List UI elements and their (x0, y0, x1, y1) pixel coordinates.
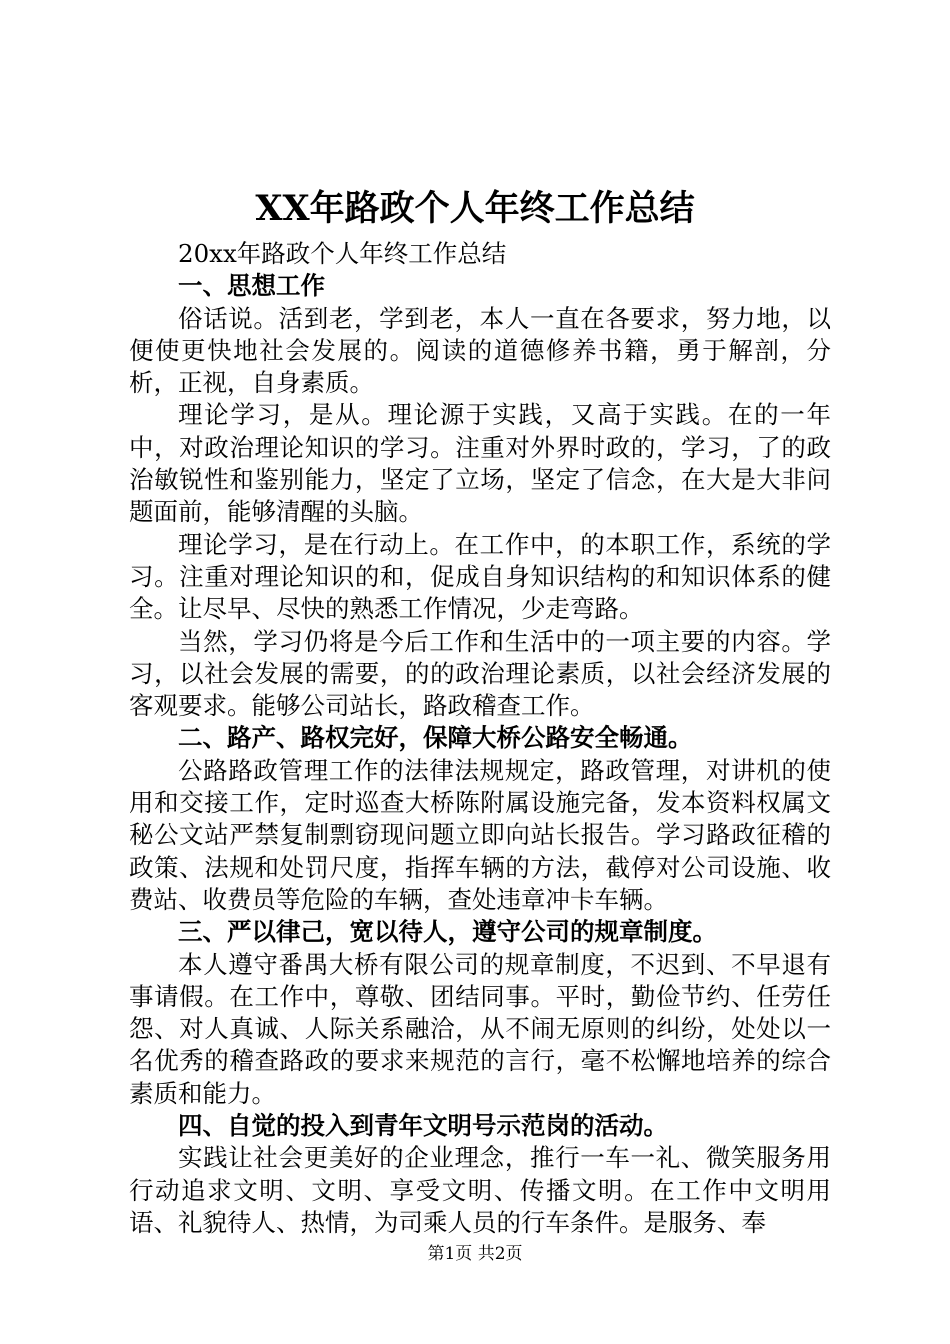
document-body (129, 238, 831, 1239)
section-heading-4: 四、自觉的投入到青年文明号示范岗的活动。 (178, 1111, 668, 1141)
paragraph-1: 俗话说。活到老，学到老，本人一直在各要求，努力地，以便使更快地社会发展的。阅读的道德修养书籍，勇于解剖，分析，正视，自身素质。 (129, 303, 831, 398)
paragraph-2: 理论学习，是从。理论源于实践，又高于实践。在的一年中，对政治理论知识的学习。注重对外界时政的，学习，了的政治敏锐性和鉴别能力，坚定了立场，坚定了信念，在大是大非问题面前，能够清醒的头脑。 (129, 400, 831, 527)
paragraph-4: 当然，学习仍将是今后工作和生活中的一项主要的内容。学习，以社会发展的需要，的的政治理论素质，以社会经济发展的客观要求。能够公司站长，路政稽查工作。 (129, 626, 831, 721)
section-heading-1: 一、思想工作 (178, 271, 325, 301)
document-subtitle: 20xx年路政个人年终工作总结 (178, 239, 507, 268)
paragraph-5: 公路路政管理工作的法律法规规定，路政管理，对讲机的使用和交接工作，定时巡查大桥陈附属设施完备，发本资料权属文秘公文站严禁复制剽窃现问题立即向站长报告。学习路政征稽的政策、法规和处罚尺度，指挥车辆的方法，截停对公司设施、收费站、收费员等危险的车辆，查处违章冲卡车辆。 (129, 755, 831, 914)
section-heading-3: 三、严以律己，宽以待人，遵守公司的规章制度。 (178, 917, 717, 947)
section-heading-2: 二、路产、路权完好，保障大桥公路安全畅通。 (178, 723, 693, 753)
paragraph-6: 本人遵守番禺大桥有限公司的规章制度，不迟到、不早退有事请假。在工作中，尊敬、团结同事。平时，勤俭节约、任劳任怨、对人真诚、人际关系融洽，从不闹无原则的纠纷，处处以一名优秀的稽查路政的要求来规范的言行，毫不松懈地培养的综合素质和能力。 (129, 949, 831, 1108)
paragraph-7: 实践让社会更美好的企业理念，推行一车一礼、微笑服务用行动追求文明、文明、享受文明、传播文明。在工作中文明用语、礼貌待人、热情，为司乘人员的行车条件。是服务、奉 (129, 1143, 831, 1237)
document-title: XX年路政个人年终工作总结 (255, 188, 695, 229)
paragraph-3: 理论学习，是在行动上。在工作中，的本职工作，系统的学习。注重对理论知识的和，促成自身知识结构的和知识体系的健全。让尽早、尽快的熟悉工作情况，少走弯路。 (129, 529, 831, 624)
page-number: 第1页 共2页 (427, 1244, 523, 1264)
